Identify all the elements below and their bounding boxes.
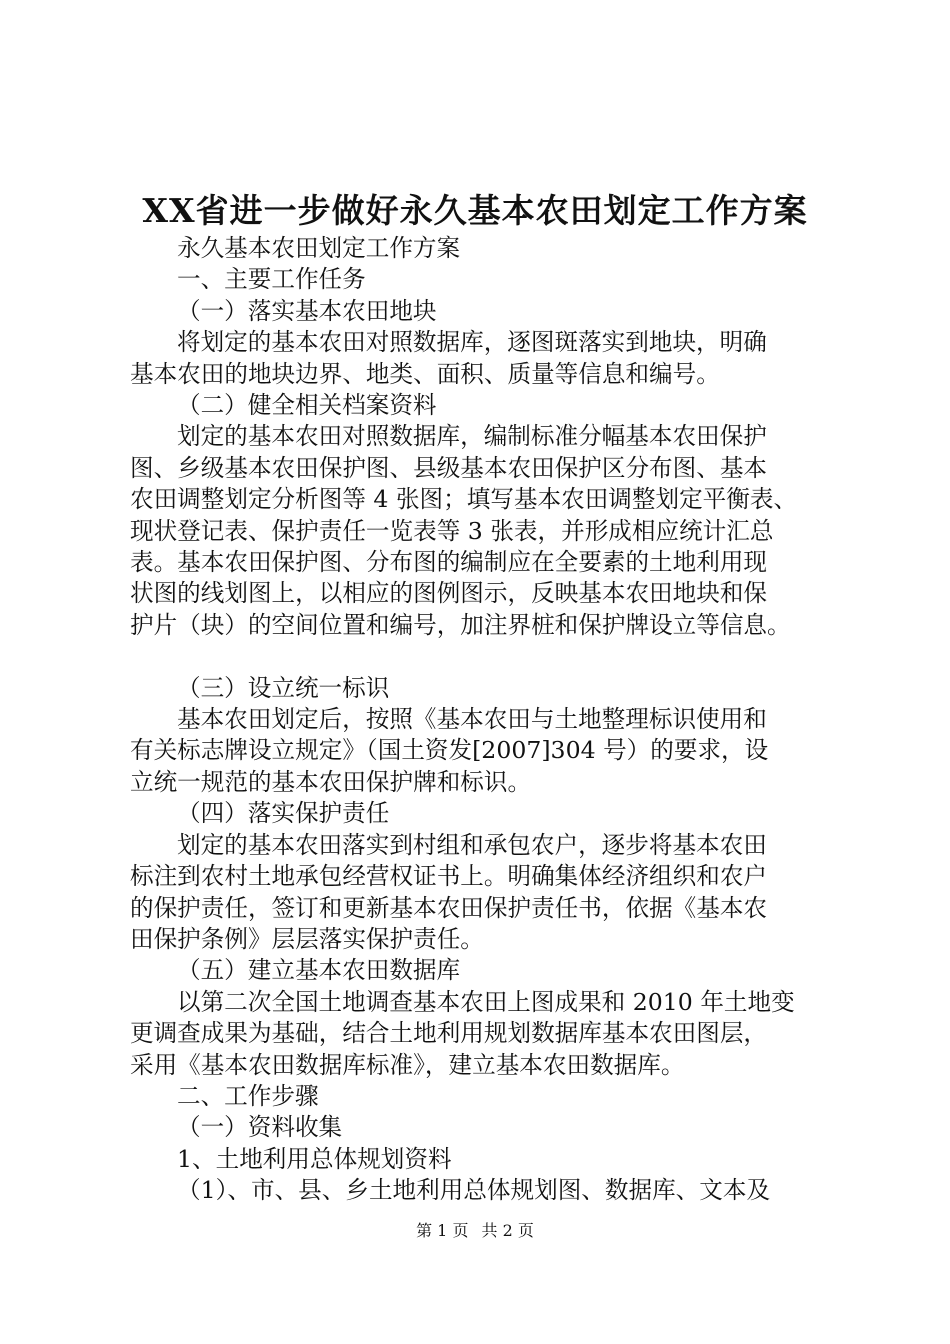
text-line: 有关标志牌设立规定》（国土资发[2007]304 号）的要求，设: [130, 736, 769, 765]
text-line: （三）设立统一标识: [177, 673, 390, 702]
text-line: 划定的基本农田对照数据库，编制标准分幅基本农田保护: [177, 422, 767, 451]
text-line: 基本农田的地块边界、地类、面积、质量等信息和编号。: [130, 359, 720, 388]
text-line: 更调查成果为基础，结合土地利用规划数据库基本农田图层，: [130, 1019, 768, 1048]
text-line: 现状登记表、保护责任一览表等 3 张表，并形成相应统计汇总: [130, 516, 774, 545]
text-line: 立统一规范的基本农田保护牌和标识。: [130, 767, 532, 796]
text-line: 划定的基本农田落实到村组和承包农户，逐步将基本农田: [177, 830, 767, 859]
text-line: （一）落实基本农田地块: [177, 296, 437, 325]
text-line: 的保护责任，签订和更新基本农田保护责任书，依据《基本农: [130, 893, 768, 922]
text-line: 田保护条例》层层落实保护责任。: [130, 924, 484, 953]
text-line: 图、乡级基本农田保护图、县级基本农田保护区分布图、基本: [130, 453, 768, 482]
text-line: 以第二次全国土地调查基本农田上图成果和 2010 年土地变: [177, 987, 795, 1016]
text-line: （一）资料收集: [177, 1113, 343, 1142]
text-line: 永久基本农田划定工作方案: [177, 234, 461, 262]
text-line: 基本农田划定后，按照《基本农田与土地整理标识使用和: [177, 705, 767, 734]
page-total: 共 2 页: [481, 1221, 534, 1240]
text-line: 农田调整划定分析图等 4 张图；填写基本农田调整划定平衡表、: [130, 485, 798, 514]
text-line: 将划定的基本农田对照数据库，逐图斑落实到地块，明确: [177, 328, 767, 357]
text-line: 标注到农村土地承包经营权证书上。明确集体经济组织和农户: [130, 862, 768, 891]
page-number: 第 1 页: [416, 1221, 469, 1240]
document-title: XX省进一步做好永久基本农田划定工作方案: [142, 191, 808, 230]
text-line: （五）建立基本农田数据库: [177, 956, 461, 985]
text-line: 1、土地利用总体规划资料: [177, 1144, 452, 1173]
text-line: 护片（块）的空间位置和编号，加注界桩和保护牌设立等信息。: [130, 610, 791, 639]
text-line: （四）落实保护责任: [177, 799, 390, 828]
text-line: 表。基本农田保护图、分布图的编制应在全要素的土地利用现: [130, 548, 768, 577]
text-line: 采用《基本农田数据库标准》，建立基本农田数据库。: [130, 1050, 685, 1079]
page-footer: [0, 1218, 950, 1241]
text-line: 状图的线划图上，以相应的图例图示，反映基本农田地块和保: [130, 579, 768, 608]
text-line: （1）、市、县、乡土地利用总体规划图、数据库、文本及: [177, 1176, 771, 1205]
text-line: 一、主要工作任务: [177, 265, 366, 294]
text-line: [130, 641, 850, 672]
text-line: （二）健全相关档案资料: [177, 391, 437, 420]
text-line: 二、工作步骤: [177, 1081, 319, 1110]
document-body: [130, 233, 850, 1207]
